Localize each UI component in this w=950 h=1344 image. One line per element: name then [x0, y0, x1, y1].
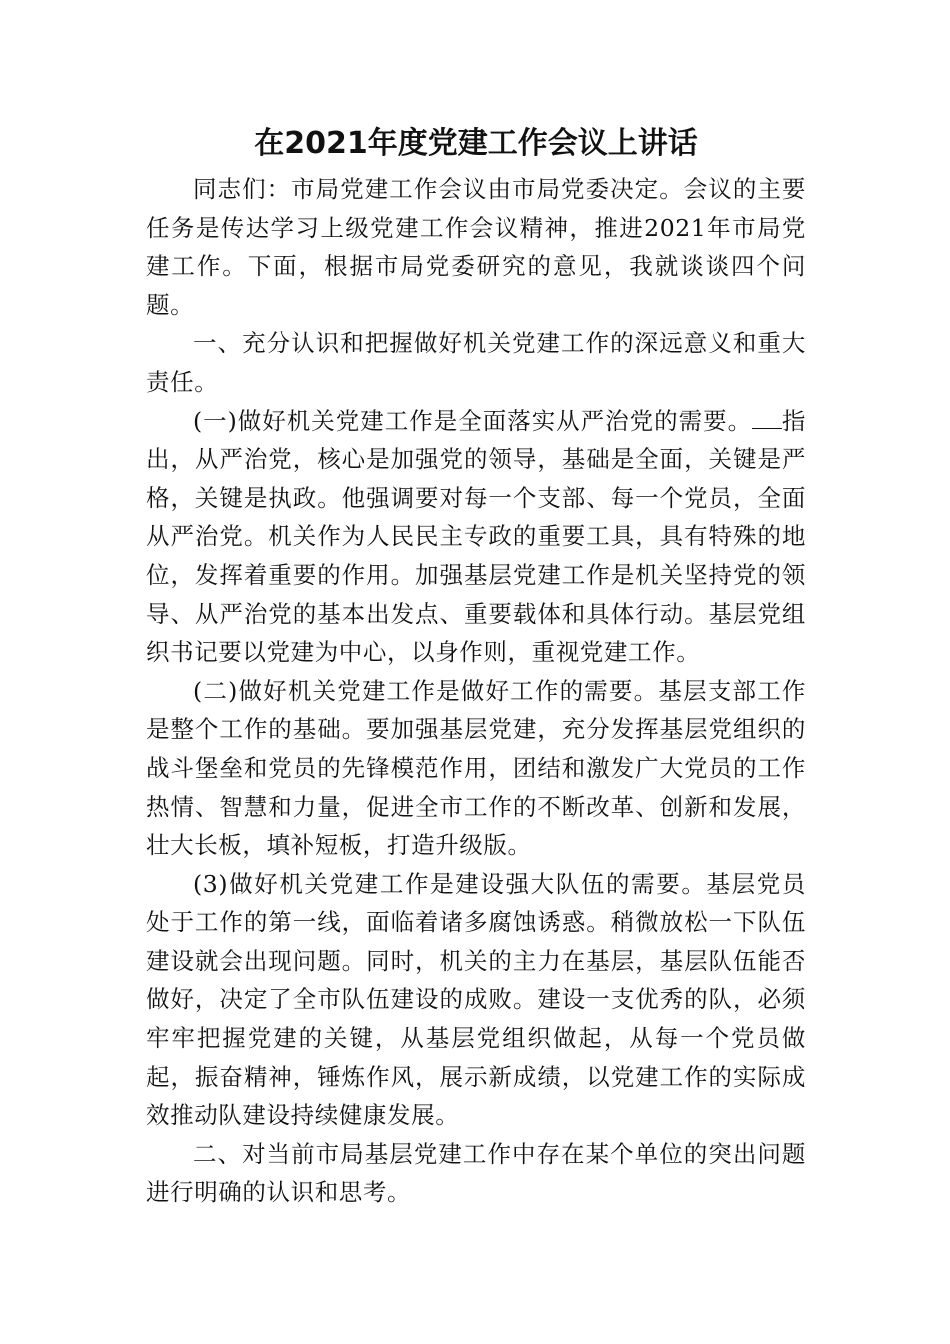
document-page	[146, 118, 806, 1212]
redacted-name-blank	[752, 406, 781, 428]
document-title: 在2021年度党建工作会议上讲话	[254, 126, 698, 161]
paragraph-point-two: (二)做好机关党建工作是做好工作的需要。基层支部工作是整个工作的基础。要加强基层党建，充分发挥基层党组织的战斗堡垒和党员的先锋模范作用，团结和激发广大党员的工作热情、智慧和力量，促进全市工作的不断改革、创新和发展，壮大长板，填补短板，打造升级版。	[146, 676, 806, 860]
paragraph-point-one	[146, 402, 806, 672]
point-one-lead: (一)做好机关党建工作是全面落实从严治党的需要。	[193, 406, 753, 435]
paragraph-opening: 同志们：市局党建工作会议由市局党委决定。会议的主要任务是传达学习上级党建工作会议精神，推进2021年市局党建工作。下面，根据市局党委研究的意见，我就谈谈四个问题。	[146, 175, 806, 319]
point-one-body: 指出，从严治党，核心是加强党的领导，基础是全面，关键是严格，关键是执政。他强调要对每一个支部、每一个党员，全面从严治党。机关作为人民民主专政的重要工具，具有特殊的地位，发挥着重要的作用。加强基层党建工作是机关坚持党的领导、从严治党的基本出发点、重要载体和具体行动。基层党组织书记要以党建为中心，以身作则，重视党建工作。	[146, 406, 806, 667]
heading-section-two: 二、对当前市局基层党建工作中存在某个单位的突出问题进行明确的认识和思考。	[146, 1139, 806, 1207]
paragraph-point-three: (3)做好机关党建工作是建设强大队伍的需要。基层党员处于工作的第一线，面临着诸多腐蚀诱惑。稍微放松一下队伍建设就会出现问题。同时，机关的主力在基层，基层队伍能否做好，决定了全市队伍建设的成败。建设一支优秀的队，必须牢牢把握党建的关键，从基层党组织做起，从每一个党员做起，振奋精神，锤炼作风，展示新成绩，以党建工作的实际成效推动队建设持续健康发展。	[146, 869, 806, 1130]
heading-section-one: 一、充分认识和把握做好机关党建工作的深远意义和重大责任。	[146, 329, 806, 396]
